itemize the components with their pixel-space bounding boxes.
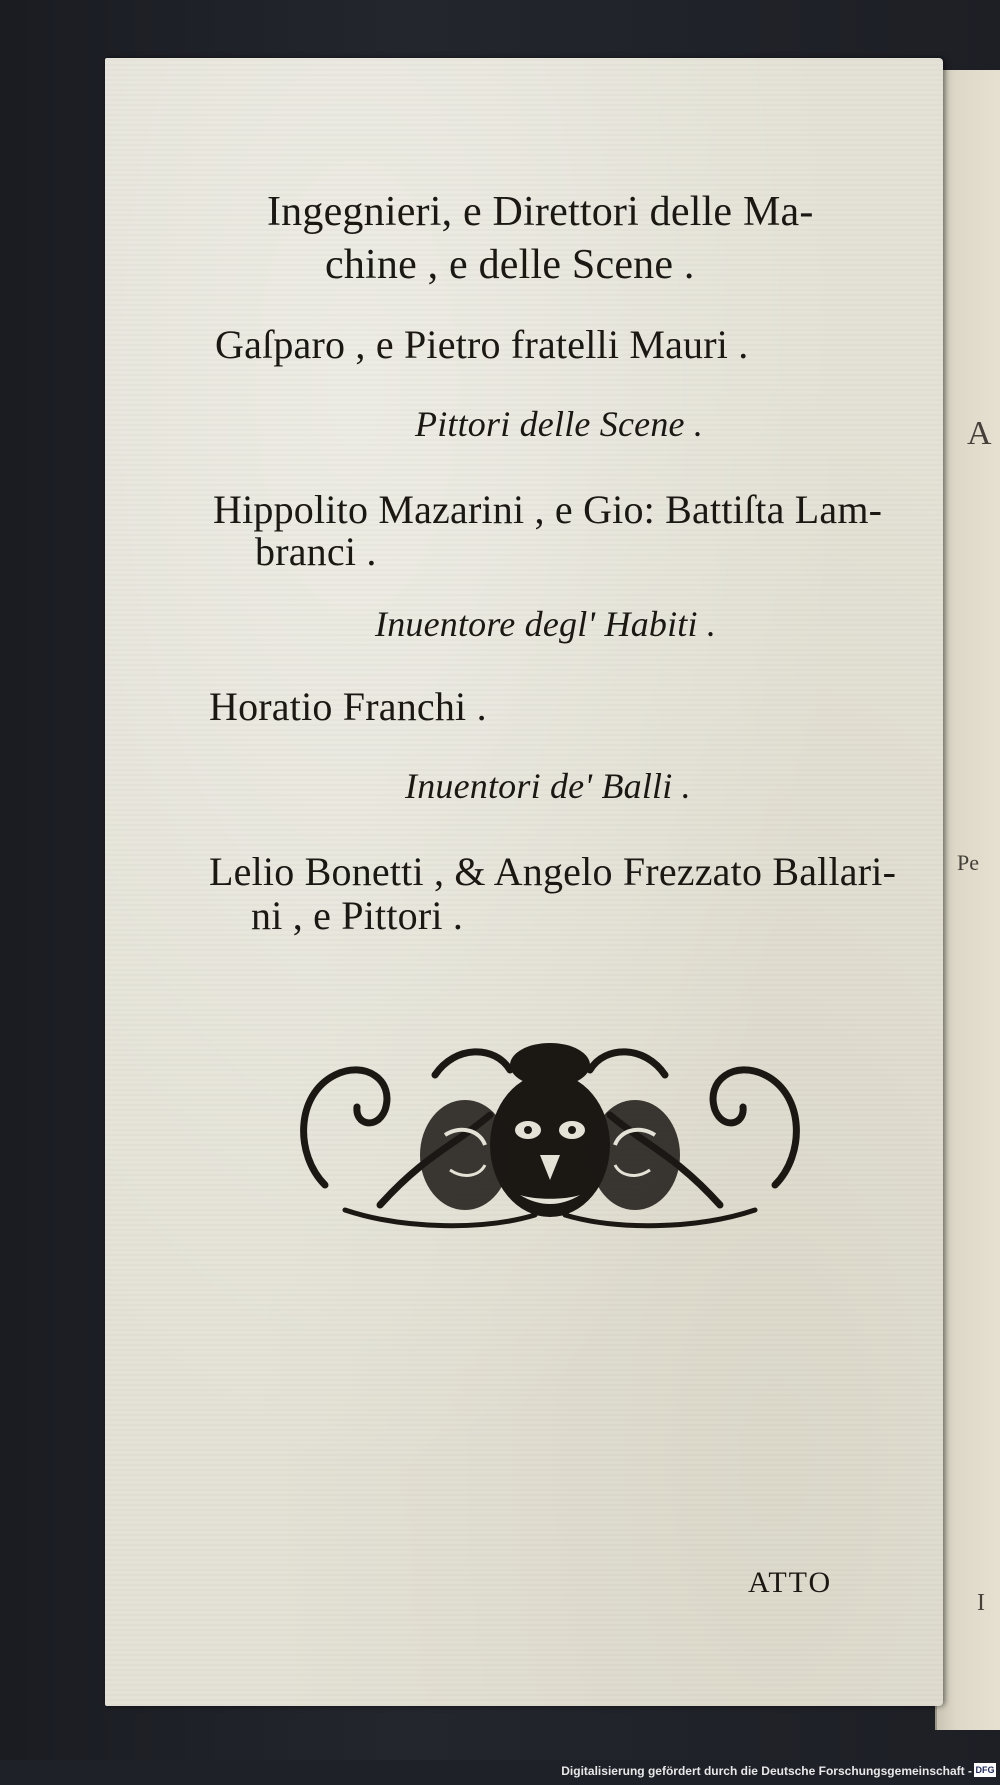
book-page [105, 58, 943, 1706]
adjacent-page-glyph: I [977, 1590, 985, 1616]
adjacent-page-edge [935, 70, 1000, 1730]
catchword: ATTO [748, 1566, 833, 1599]
section-title-choreographers: Inuentori de' Balli . [405, 766, 691, 806]
credit-entry-3: Horatio Franchi . [209, 684, 487, 729]
credit-entry-4-line-1: Lelio Bonetti , & Angelo Frezzato Ballari- [209, 849, 897, 894]
adjacent-page-glyph: Pe [957, 850, 979, 875]
section-title-costume-designer: Inuentore degl' Habiti . [375, 604, 717, 644]
heading-line-2: chine , e delle Scene . [325, 242, 695, 288]
credit-entry-2-line-2: branci . [255, 529, 377, 574]
credit-entry-4-line-2: ni , e Pittori . [251, 893, 464, 938]
digitization-credit: Digitalisierung gefördert durch die Deutsche Forschungsgemeinschaft - [561, 1764, 972, 1778]
credit-entry-2-line-1: Hippolito Mazarini , e Gio: Battiſta Lam- [213, 487, 883, 532]
section-title-scene-painters: Pittori delle Scene . [415, 404, 704, 444]
adjacent-page-glyph: A [967, 415, 992, 452]
woodcut-mask-ornament-icon [285, 1035, 815, 1240]
credit-entry-1: Gaſparo , e Pietro fratelli Mauri . [215, 322, 749, 367]
dfg-logo-icon: DFG [975, 1765, 995, 1775]
heading-line-1: Ingegnieri, e Direttori delle Ma- [267, 189, 814, 235]
